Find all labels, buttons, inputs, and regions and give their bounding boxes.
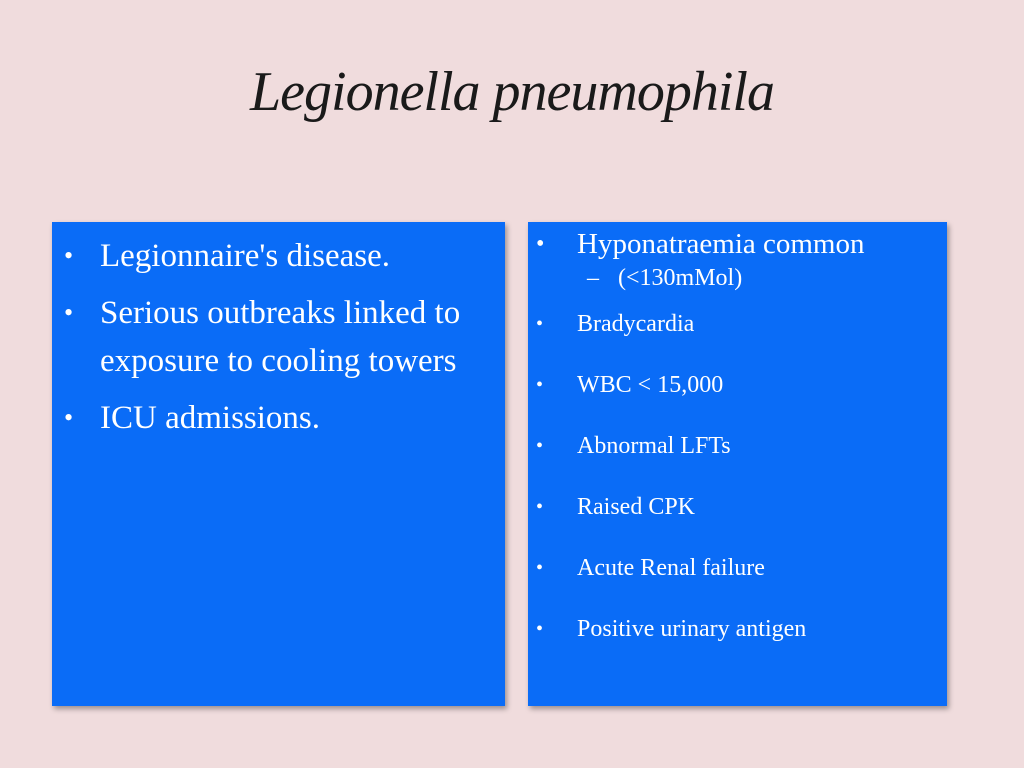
list-item-text: ICU admissions.: [100, 400, 321, 436]
bullet-icon: •: [536, 231, 545, 257]
sub-list-item-text: (<130mMol): [618, 265, 743, 291]
bullet-icon: •: [536, 557, 544, 579]
list-item: [528, 226, 937, 294]
list-item: [528, 430, 937, 462]
bullet-icon: •: [536, 313, 544, 335]
bullet-icon: •: [536, 435, 544, 457]
list-item: [528, 308, 937, 340]
list-item-text: Bradycardia: [577, 311, 695, 337]
sub-list-item: [575, 262, 937, 294]
list-item-text: Acute Renal failure: [577, 555, 765, 581]
bullet-icon: •: [64, 298, 74, 327]
bullet-icon: •: [64, 403, 74, 432]
list-item: [528, 552, 937, 584]
list-item: [52, 289, 495, 385]
bullet-icon: •: [64, 241, 74, 270]
right-bullet-list: [528, 226, 937, 645]
list-item-text: Hyponatraemia common: [577, 228, 865, 260]
list-item: [528, 369, 937, 401]
list-item-text: Abnormal LFTs: [577, 433, 731, 459]
right-content-panel: [528, 222, 947, 706]
list-item: [528, 491, 937, 523]
list-item-text: WBC < 15,000: [577, 372, 724, 398]
list-item-text: Positive urinary antigen: [577, 616, 807, 642]
list-item-text: Legionnaire's disease.: [100, 238, 391, 274]
bullet-icon: •: [536, 618, 544, 640]
list-item: [52, 232, 495, 280]
dash-icon: –: [587, 265, 599, 291]
slide-title: Legionella pneumophila: [250, 61, 774, 123]
list-item: [528, 613, 937, 645]
list-item-text: Raised CPK: [577, 494, 696, 520]
left-content-panel: [52, 222, 505, 706]
list-item-text: Serious outbreaks linked to exposure to cooling towers: [100, 295, 461, 379]
bullet-icon: •: [536, 374, 544, 396]
list-item: [52, 394, 495, 442]
left-bullet-list: [52, 232, 495, 442]
bullet-icon: •: [536, 496, 544, 518]
